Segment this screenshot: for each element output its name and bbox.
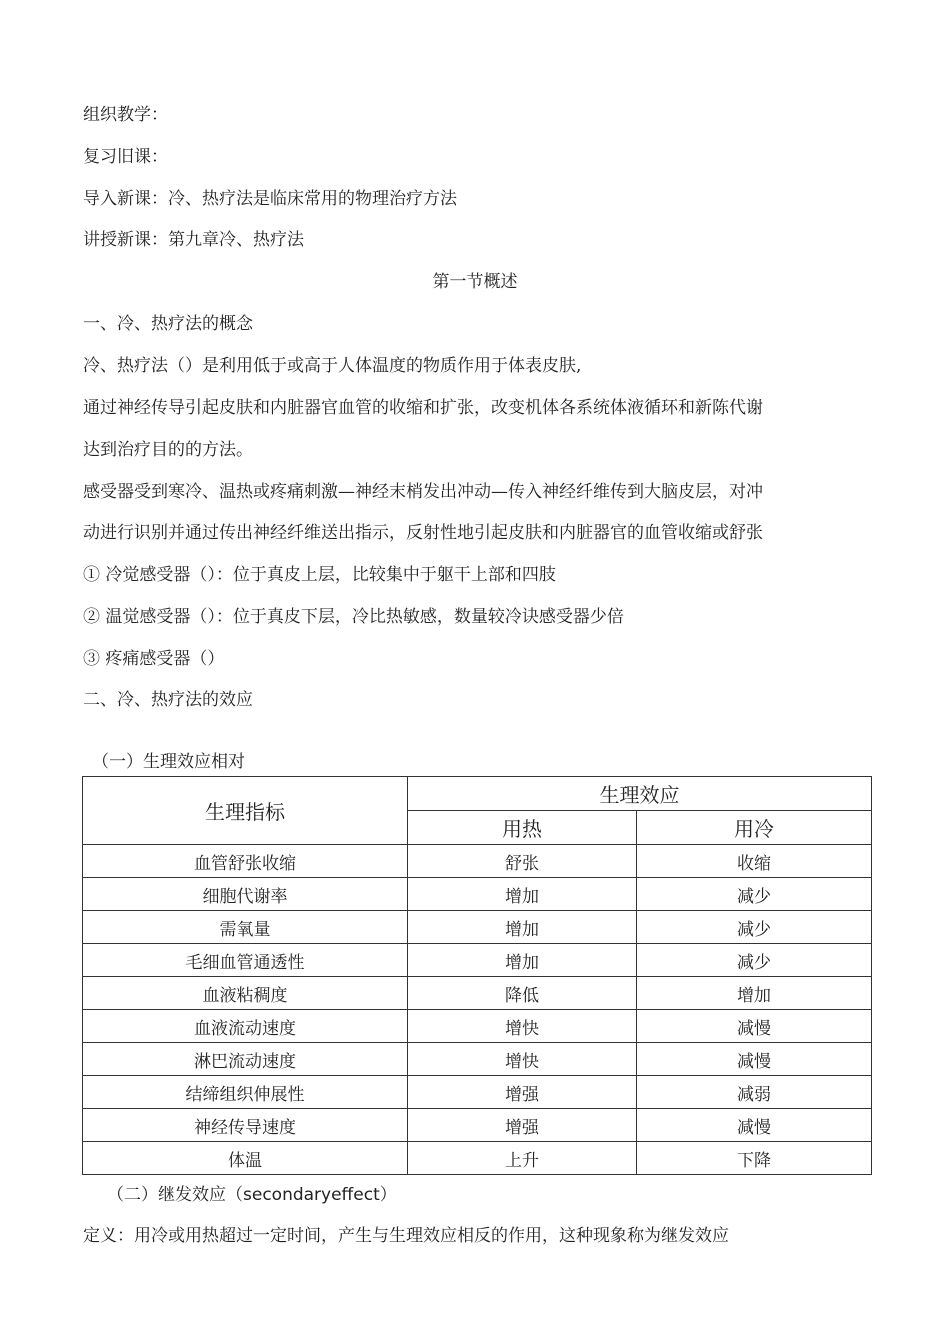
cell-heat: 增强	[408, 1109, 637, 1142]
cell-cold: 减少	[637, 911, 872, 944]
cell-heat: 舒张	[408, 845, 637, 878]
cell-indicator: 结缔组织伸展性	[83, 1076, 408, 1109]
cell-cold: 减慢	[637, 1109, 872, 1142]
definition-line: 定义：用冷或用热超过一定时间，产生与生理效应相反的作用，这种现象称为继发效应	[83, 1226, 729, 1246]
table-row	[83, 911, 872, 944]
cell-indicator: 细胞代谢率	[83, 878, 408, 911]
cell-indicator: 血液粘稠度	[83, 977, 408, 1010]
line-teach: 讲授新课：第九章冷、热疗法	[83, 230, 304, 250]
cell-indicator: 血液流动速度	[83, 1010, 408, 1043]
cell-heat: 增加	[408, 944, 637, 977]
heading-concept: 一、冷、热疗法的概念	[83, 314, 253, 334]
cell-cold: 减少	[637, 944, 872, 977]
cell-heat: 增加	[408, 911, 637, 944]
cell-heat: 增加	[408, 878, 637, 911]
table-row	[83, 977, 872, 1010]
cell-cold: 减弱	[637, 1076, 872, 1109]
paragraph-line: 达到治疗目的的方法。	[83, 440, 253, 460]
line-intro: 导入新课：冷、热疗法是临床常用的物理治疗方法	[83, 189, 457, 209]
section-title: 第一节概述	[432, 272, 518, 292]
cell-heat: 上升	[408, 1142, 637, 1175]
list-item: ③ 疼痛感受器（）	[83, 649, 225, 669]
cell-indicator: 体温	[83, 1142, 408, 1175]
line-review: 复习旧课：	[83, 147, 168, 167]
header-cold: 用冷	[637, 811, 872, 845]
cell-cold: 增加	[637, 977, 872, 1010]
subheading-secondary-en: secondaryeffect	[243, 1185, 380, 1205]
cell-heat: 增快	[408, 1010, 637, 1043]
cell-cold: 收缩	[637, 845, 872, 878]
table-row	[83, 1142, 872, 1175]
cell-indicator: 毛细血管通透性	[83, 944, 408, 977]
heading-effects: 二、冷、热疗法的效应	[83, 690, 253, 710]
line-organize-teaching: 组织教学：	[83, 105, 168, 125]
subheading-secondary-suffix: ）	[379, 1185, 397, 1205]
cell-indicator: 需氧量	[83, 911, 408, 944]
cell-cold: 下降	[637, 1142, 872, 1175]
header-heat: 用热	[408, 811, 637, 845]
table-row	[83, 878, 872, 911]
cell-cold: 减慢	[637, 1010, 872, 1043]
cell-heat: 增快	[408, 1043, 637, 1076]
subheading-secondary-prefix: （二）继发效应（	[107, 1185, 243, 1205]
paragraph-line: 冷、热疗法（）是利用低于或高于人体温度的物质作用于体表皮肤,	[83, 356, 582, 376]
header-indicator: 生理指标	[83, 777, 408, 845]
list-item: ① 冷觉感受器（）：位于真皮上层，比较集中于躯干上部和四肢	[83, 565, 556, 585]
header-effect-group: 生理效应	[408, 777, 872, 811]
cell-cold: 减慢	[637, 1043, 872, 1076]
subheading-physiological: （一）生理效应相对	[92, 752, 245, 772]
cell-indicator: 血管舒张收缩	[83, 845, 408, 878]
cell-heat: 降低	[408, 977, 637, 1010]
table-row	[83, 1076, 872, 1109]
paragraph-line: 通过神经传导引起皮肤和内脏器官血管的收缩和扩张，改变机体各系统体液循环和新陈代谢	[83, 398, 763, 418]
cell-heat: 增强	[408, 1076, 637, 1109]
cell-indicator: 神经传导速度	[83, 1109, 408, 1142]
paragraph-line: 动进行识别并通过传出神经纤维送出指示，反射性地引起皮肤和内脏器官的血管收缩或舒张	[83, 523, 763, 543]
physiological-effects-table	[82, 776, 872, 1175]
cell-cold: 减少	[637, 878, 872, 911]
list-item: ② 温觉感受器（）：位于真皮下层，冷比热敏感，数量较冷诀感受器少倍	[83, 607, 624, 627]
cell-indicator: 淋巴流动速度	[83, 1043, 408, 1076]
subheading-secondary	[107, 1184, 397, 1206]
table-row	[83, 1109, 872, 1142]
paragraph-line: 感受器受到寒冷、温热或疼痛刺激—神经末梢发出冲动—传入神经纤维传到大脑皮层，对冲	[83, 482, 763, 502]
table-row	[83, 1043, 872, 1076]
table-row	[83, 1010, 872, 1043]
table-row	[83, 944, 872, 977]
table-row	[83, 845, 872, 878]
